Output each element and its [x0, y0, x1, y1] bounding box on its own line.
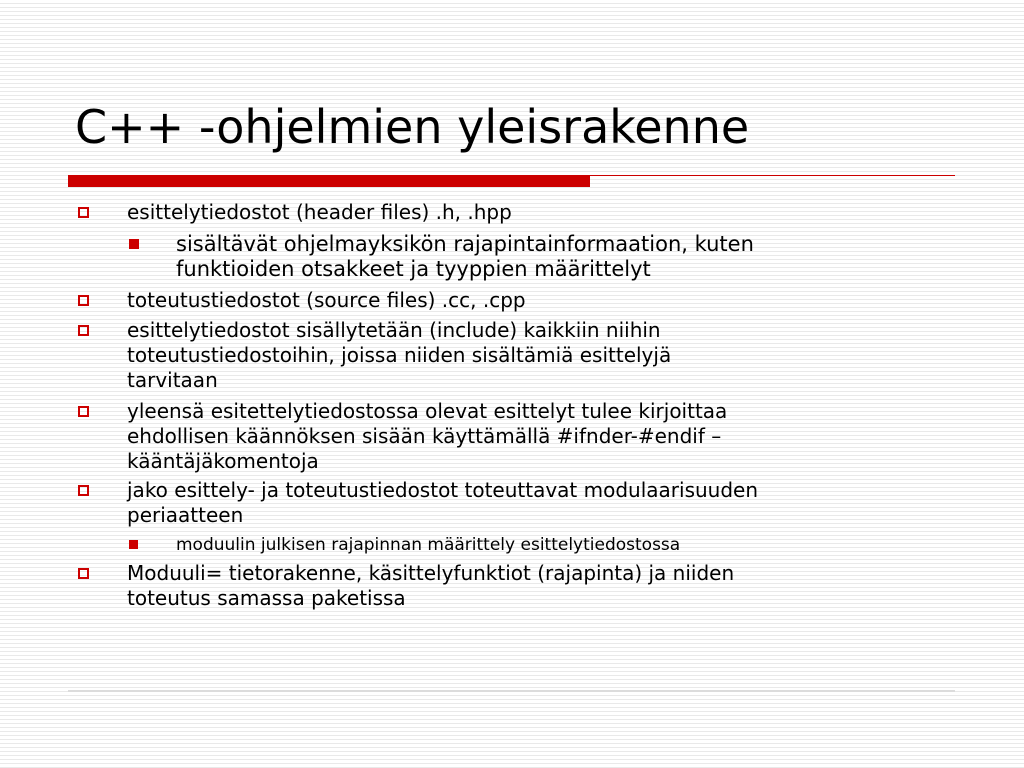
- bullet-item-header-files: [127, 200, 512, 225]
- bullet-subitem-interface-info: [176, 232, 754, 282]
- bullet-line: tarvitaan: [127, 368, 218, 392]
- bullet-line: sisältävät ohjelmayksikön rajapintainformaation, kuten: [176, 232, 754, 256]
- hollow-square-bullet-icon: [78, 207, 89, 218]
- bullet-line: toteutustiedostot (source files) .cc, .cpp: [127, 288, 526, 312]
- bullet-line: toteutus samassa paketissa: [127, 586, 406, 610]
- bullet-item-modularity: [127, 478, 758, 528]
- bullet-subitem-public-interface: [176, 535, 680, 556]
- bullet-item-include: [127, 318, 671, 393]
- bullet-line: ehdollisen käännöksen sisään käyttämällä #ifnder-#endif –: [127, 424, 722, 448]
- filled-square-bullet-icon: [129, 540, 138, 549]
- bullet-line: kääntäjäkomentoja: [127, 449, 319, 473]
- bullet-line: funktioiden otsakkeet ja tyyppien määrittelyt: [176, 257, 651, 281]
- bullet-line: esittelytiedostot (header files) .h, .hpp: [127, 200, 512, 224]
- bullet-line: jako esittely- ja toteutustiedostot toteuttavat modulaarisuuden: [127, 478, 759, 502]
- filled-square-bullet-icon: [129, 239, 139, 249]
- hollow-square-bullet-icon: [78, 295, 89, 306]
- hollow-square-bullet-icon: [78, 568, 89, 579]
- bullet-line: periaatteen: [127, 503, 244, 527]
- bullet-line: esittelytiedostot sisällytetään (include) kaikkiin niihin: [127, 318, 661, 342]
- bullet-item-source-files: [127, 288, 526, 313]
- bullet-line: yleensä esitettelytiedostossa olevat esittelyt tulee kirjoittaa: [127, 399, 728, 423]
- bullet-line: Moduuli= tietorakenne, käsittelyfunktiot (rajapinta) ja niiden: [127, 561, 735, 585]
- bullet-item-conditional-compilation: [127, 399, 727, 474]
- hollow-square-bullet-icon: [78, 325, 89, 336]
- bullet-item-module: [127, 561, 734, 611]
- footer-divider: [68, 690, 955, 692]
- bullet-line: moduulin julkisen rajapinnan määrittely esittelytiedostossa: [176, 535, 681, 555]
- hollow-square-bullet-icon: [78, 485, 89, 496]
- slide-title: C++ -ohjelmien yleisrakenne: [75, 100, 750, 154]
- bullet-line: toteutustiedostoihin, joissa niiden sisältämiä esittelyjä: [127, 343, 672, 367]
- hollow-square-bullet-icon: [78, 406, 89, 417]
